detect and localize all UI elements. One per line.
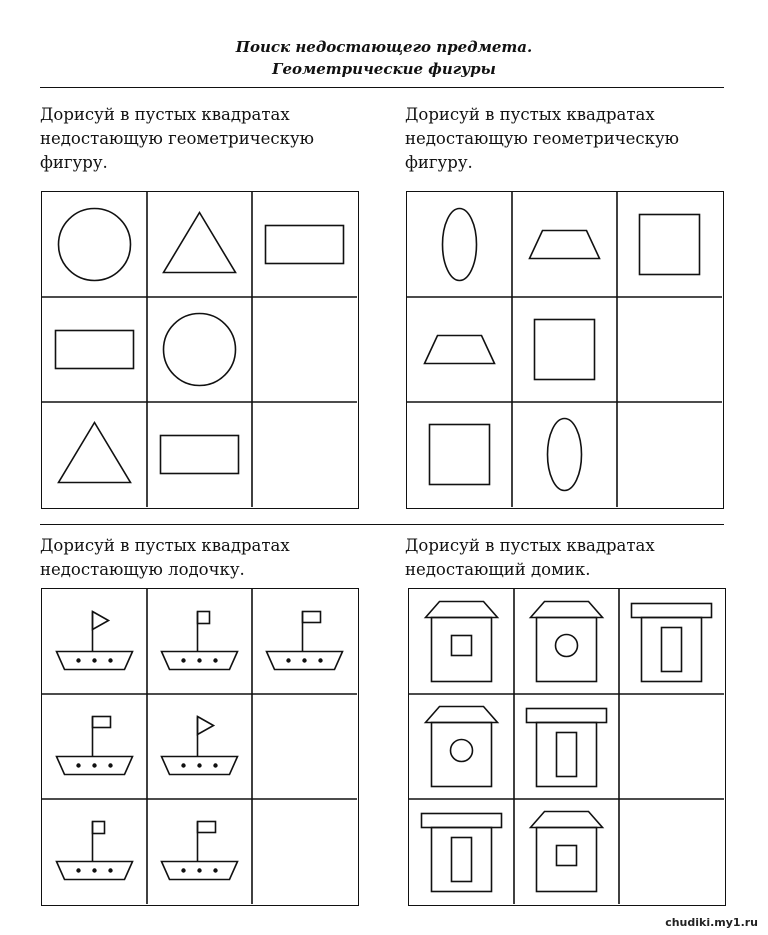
house-rect-window-shape <box>422 814 502 892</box>
house-round-window-shape <box>426 707 498 787</box>
rectangle-shape <box>161 436 239 474</box>
boat-rect-flag-shape <box>267 612 343 670</box>
trapezoid-shape <box>425 336 495 364</box>
house-square-window-shape <box>531 812 603 892</box>
ellipse-shape <box>443 209 477 281</box>
triangle-shape <box>164 213 236 273</box>
middle-divider <box>40 524 724 525</box>
boat-rect-flag-shape <box>57 717 133 775</box>
boat-triangle-flag-shape <box>162 717 238 775</box>
task-1-grid <box>41 191 359 509</box>
boat-square-flag-shape <box>57 822 133 880</box>
ellipse-shape <box>548 419 582 491</box>
top-divider <box>40 87 724 88</box>
boat-square-flag-shape <box>162 612 238 670</box>
task-2-instruction: Дорисуй в пустых квадратах недостающую геометрическую фигуру. <box>405 105 680 172</box>
site-watermark: chudiki.my1.ru <box>665 916 758 929</box>
circle-shape <box>164 314 236 386</box>
task-4-instruction: Дорисуй в пустых квадратах недостающий домик. <box>405 536 655 579</box>
house-round-window-shape <box>531 602 603 682</box>
square-shape <box>640 215 700 275</box>
trapezoid-shape <box>530 231 600 259</box>
boat-triangle-flag-shape <box>57 612 133 670</box>
worksheet-title: Поиск недостающего предмета. <box>235 38 533 56</box>
house-square-window-shape <box>426 602 498 682</box>
rectangle-shape <box>266 226 344 264</box>
circle-shape <box>59 209 131 281</box>
task-3-instruction: Дорисуй в пустых квадратах недостающую лодочку. <box>40 536 290 579</box>
rectangle-shape <box>56 331 134 369</box>
square-shape <box>535 320 595 380</box>
square-shape <box>430 425 490 485</box>
worksheet-subtitle: Геометрические фигуры <box>272 60 496 78</box>
task-2-grid <box>406 191 724 509</box>
task-1-instruction: Дорисуй в пустых квадратах недостающую геометрическую фигуру. <box>40 105 315 172</box>
task-4-grid <box>408 588 726 906</box>
triangle-shape <box>59 423 131 483</box>
house-rect-window-shape <box>527 709 607 787</box>
house-rect-window-shape <box>632 604 712 682</box>
boat-rect-flag-shape <box>162 822 238 880</box>
task-3-grid <box>41 588 359 906</box>
